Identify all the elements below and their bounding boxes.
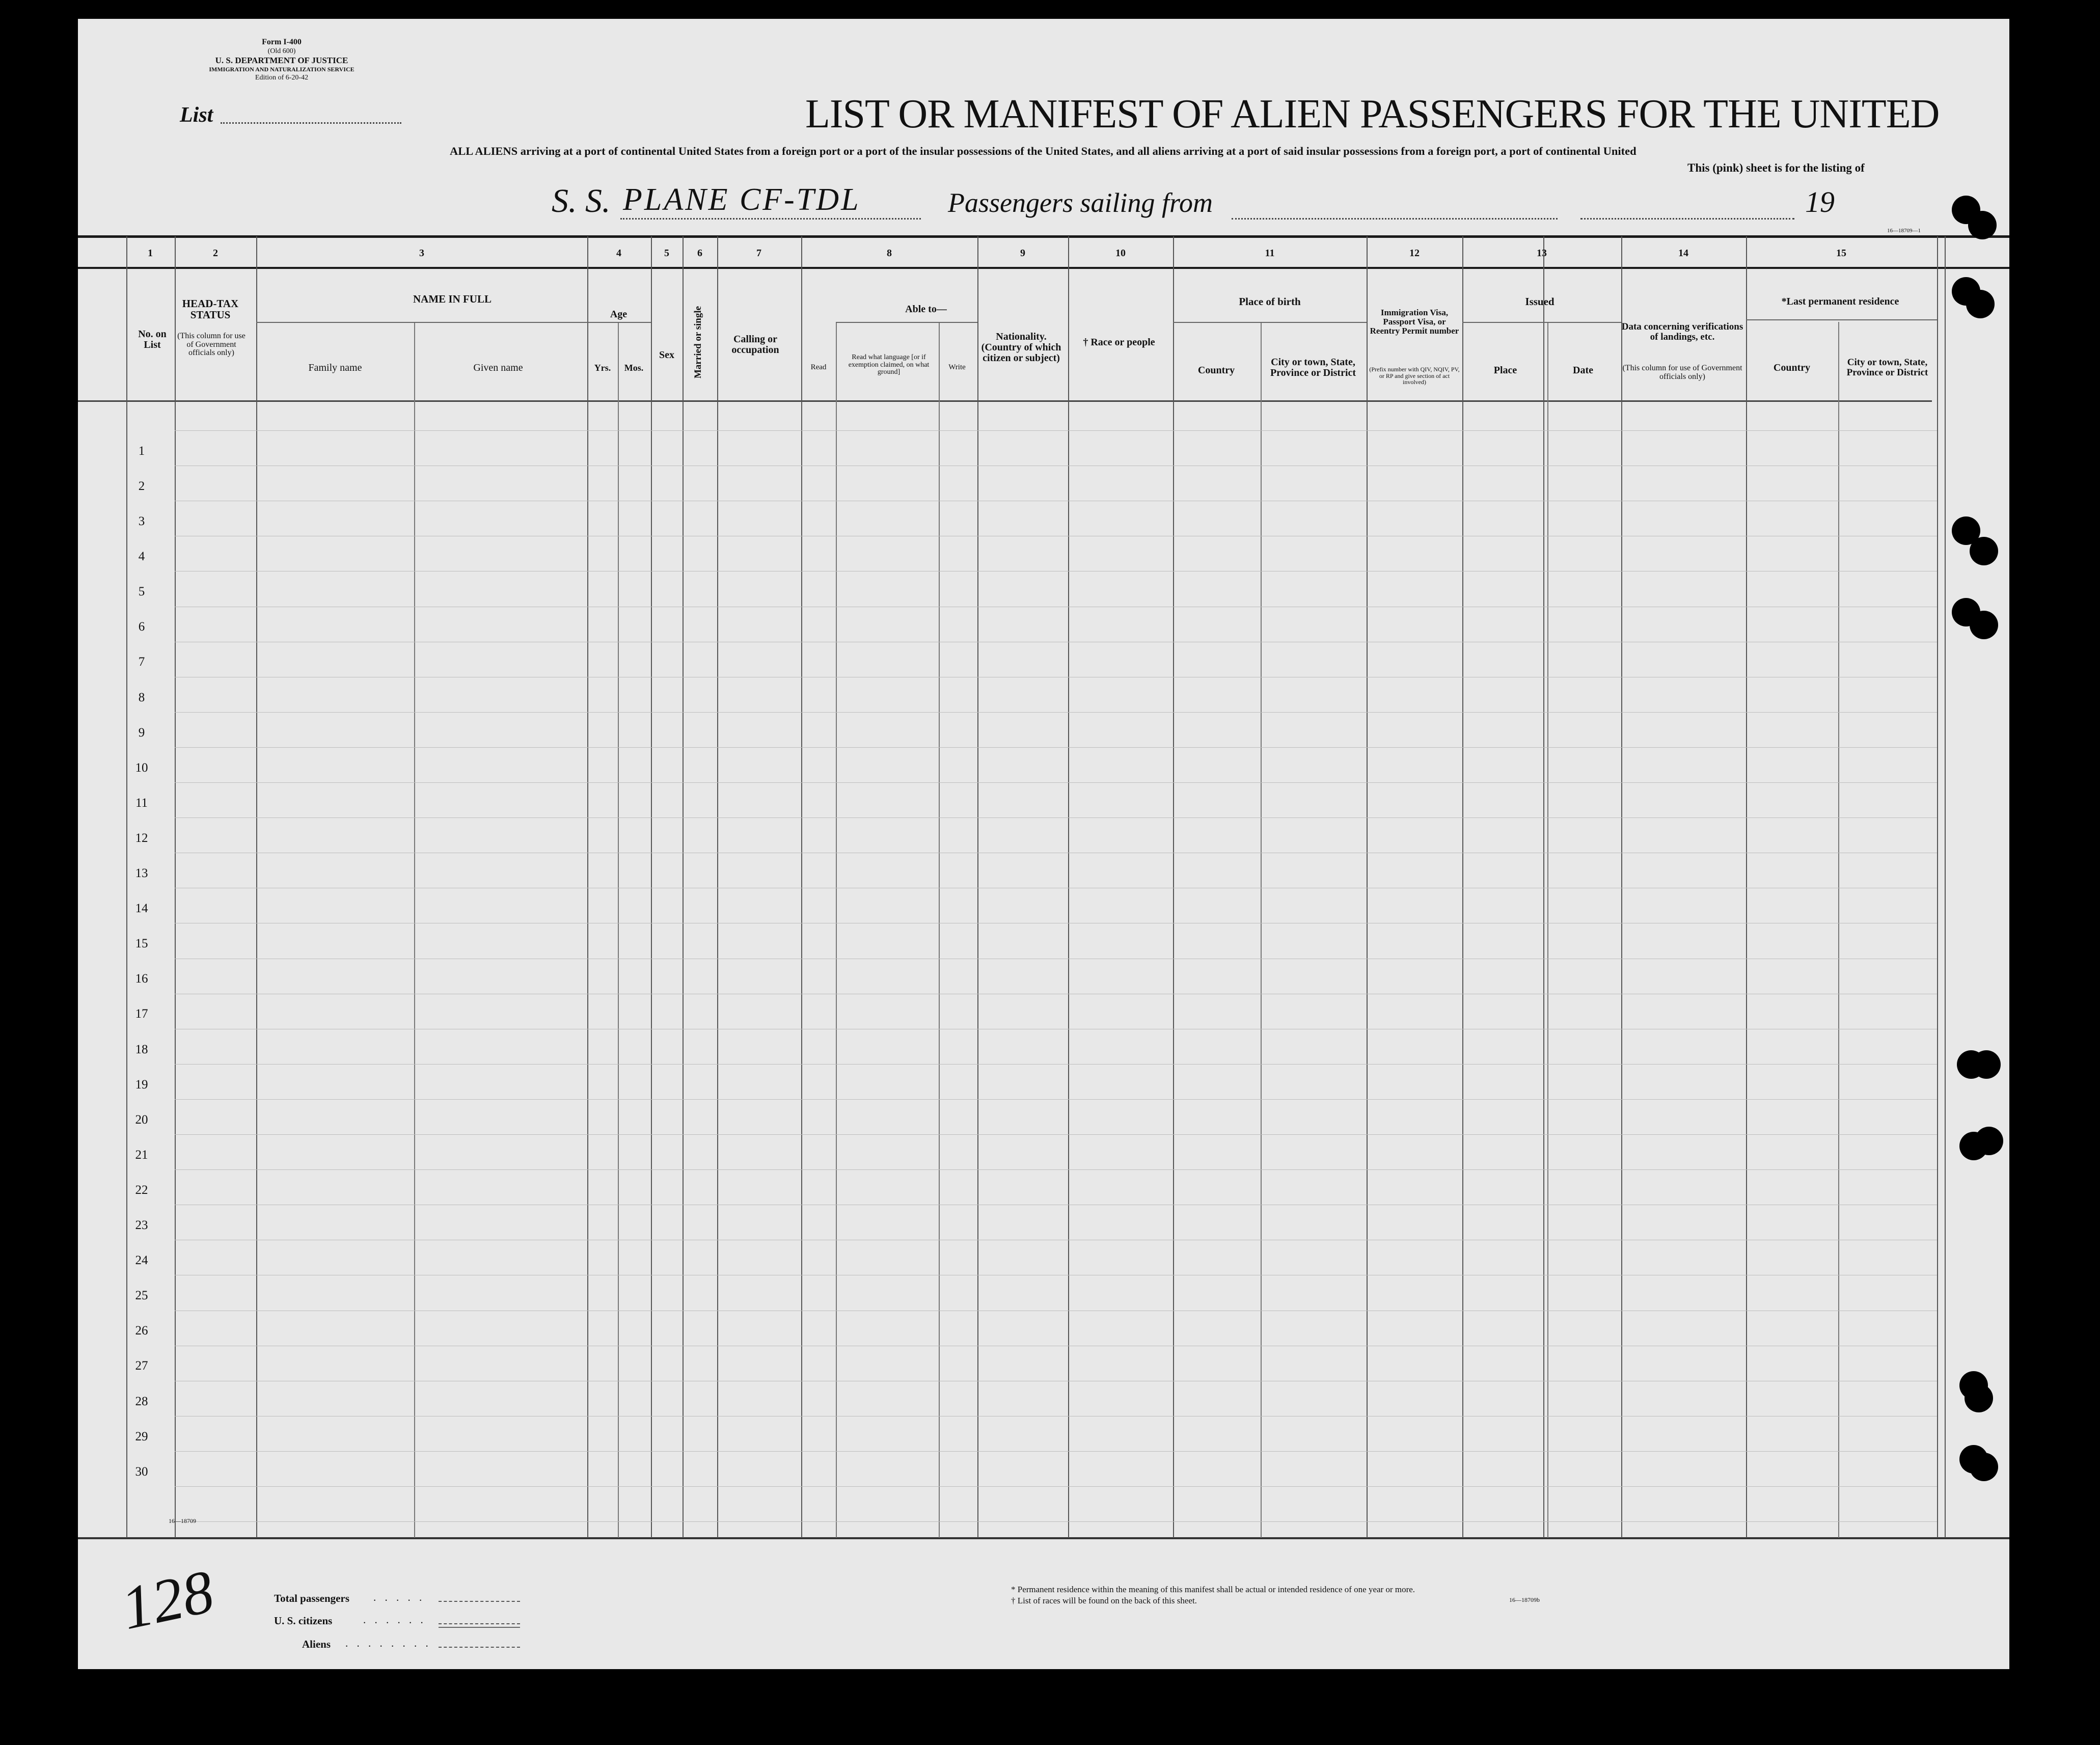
row-number: 17 [135, 1007, 148, 1021]
header-birth-city: City or town, State, Province or District [1270, 357, 1356, 378]
column-number: 9 [1020, 247, 1025, 259]
column-divider [1945, 236, 1946, 1538]
row-number: 21 [135, 1148, 148, 1162]
header-read: Read [810, 363, 827, 372]
header-yrs: Yrs. [594, 362, 611, 373]
column-number: 12 [1409, 247, 1420, 259]
header-name-in-full: NAME IN FULL [413, 292, 492, 305]
header-sex: Sex [659, 349, 674, 361]
punch-hole [1972, 1050, 2001, 1079]
row-number: 29 [135, 1429, 148, 1443]
row-rule [175, 1486, 1937, 1487]
header-place-of-birth: Place of birth [1239, 295, 1301, 308]
year-prefix: 19 [1805, 185, 1835, 219]
row-number: 20 [135, 1112, 148, 1127]
row-rule [175, 747, 1937, 748]
column-number: 5 [664, 247, 669, 259]
row-number: 26 [135, 1324, 148, 1338]
row-rule [175, 817, 1937, 818]
column-number: 13 [1537, 247, 1547, 259]
print-code-top: 16—18709—1 [1887, 228, 1921, 234]
row-rule [175, 1521, 1937, 1522]
date-blank[interactable] [1580, 218, 1794, 220]
column-divider [1068, 236, 1069, 1538]
subcolumn-divider [1261, 322, 1262, 1538]
column-divider [1746, 236, 1747, 1538]
row-number: 1 [138, 444, 145, 458]
header-head-tax: HEAD-TAX STATUS [182, 297, 239, 321]
column-number: 3 [419, 247, 424, 259]
column-divider [1621, 236, 1622, 1538]
row-number: 4 [138, 550, 145, 564]
subheader-rule-birth [1173, 322, 1367, 323]
table-bottom-rule [78, 1537, 2009, 1539]
column-number: 1 [148, 247, 153, 259]
row-rule [175, 1099, 1937, 1100]
row-rule [175, 1451, 1937, 1452]
header-calling: Calling or occupation [731, 334, 779, 356]
column-number: 14 [1678, 247, 1688, 259]
header-birth-country: Country [1197, 364, 1235, 376]
manifest-sheet [78, 19, 2009, 1669]
header-issued-date: Date [1573, 364, 1593, 376]
punch-hole [1975, 1127, 2003, 1155]
form-old-number: (Old 600) [267, 47, 296, 55]
column-number: 8 [887, 247, 892, 259]
row-number: 7 [138, 655, 145, 669]
instruction-line-2: This (pink) sheet is for the listing of [1687, 161, 1865, 174]
column-divider [717, 236, 718, 1538]
row-number: 3 [138, 514, 145, 529]
row-rule [175, 430, 1937, 431]
row-number: 13 [135, 866, 148, 881]
row-number: 27 [135, 1359, 148, 1373]
row-number: 16 [135, 972, 148, 986]
vessel-blank [620, 218, 921, 220]
header-no-on-list: No. on List [138, 329, 167, 350]
row-number: 5 [138, 585, 145, 599]
header-data-landings-note: (This column for use of Government officials only) [1622, 364, 1742, 381]
header-mos: Mos. [624, 362, 644, 373]
subheader-rule-issued [1462, 322, 1621, 323]
subcolumn-divider [939, 322, 940, 1538]
column-divider [175, 236, 176, 1538]
punch-hole [1970, 537, 1998, 565]
row-number: 24 [135, 1253, 148, 1268]
aliens-label: Aliens [302, 1638, 331, 1650]
row-number: 23 [135, 1218, 148, 1233]
subcolumn-divider [836, 322, 837, 1538]
note-races: † List of races will be found on the back of this sheet. [1011, 1596, 1197, 1605]
row-number: 19 [135, 1077, 148, 1092]
aliens-field[interactable] [439, 1647, 520, 1648]
print-code-left: 16—18709 [169, 1517, 196, 1524]
service-name: IMMIGRATION AND NATURALIZATION SERVICE [209, 66, 354, 73]
handwritten-count: 128 [116, 1557, 220, 1643]
row-number: 18 [135, 1042, 148, 1056]
header-issued-place: Place [1493, 364, 1517, 376]
row-number: 30 [135, 1464, 148, 1479]
subheader-rule-name [256, 322, 587, 323]
header-bottom-rule [78, 400, 1932, 402]
instruction-line-1: ALL ALIENS arriving at a port of continental United States from a foreign port or a port of the insular possessions of the United States, and all aliens arriving at a port of said insular possessions from a foreign port, a port of continental United [450, 145, 1637, 157]
header-issued: Issued [1525, 295, 1554, 308]
row-rule [175, 1064, 1937, 1065]
column-divider [256, 236, 257, 1538]
aliens-dots: . . . . . . . . [345, 1637, 431, 1649]
column-divider [587, 236, 588, 1538]
us-citizens-underline [439, 1627, 520, 1628]
row-number: 14 [135, 902, 148, 916]
punch-hole [1968, 211, 1997, 239]
row-number: 22 [135, 1183, 148, 1197]
column-number: 7 [756, 247, 761, 259]
column-number: 6 [697, 247, 702, 259]
row-rule [175, 1134, 1937, 1135]
header-write: Write [948, 363, 966, 372]
header-given-name: Given name [473, 362, 523, 373]
sailing-label: Passengers sailing from [948, 187, 1213, 218]
punch-hole [1966, 290, 1995, 318]
subheader-rule-residence [1746, 319, 1937, 320]
column-number: 10 [1115, 247, 1126, 259]
column-number: 4 [616, 247, 621, 259]
subcolumn-divider [618, 322, 619, 1538]
punch-hole [1965, 1384, 1993, 1412]
header-res-city: City or town, State, Province or District [1846, 357, 1928, 378]
vessel-prefix: S. S. [552, 182, 611, 220]
header-head-tax-note: (This column for use of Government officials only) [177, 331, 246, 358]
subcolumn-divider [414, 322, 415, 1538]
total-passengers-label: Total passengers [274, 1592, 349, 1604]
column-divider [1462, 236, 1463, 1538]
column-divider [683, 236, 684, 1538]
form-title: LIST OR MANIFEST OF ALIEN PASSENGERS FOR THE UNITED [805, 92, 1940, 137]
row-number: 25 [135, 1289, 148, 1303]
edition: Edition of 6-20-42 [255, 74, 309, 81]
form-number: Form I-400 [262, 38, 302, 46]
column-divider [1543, 236, 1544, 1538]
header-able-to: Able to— [905, 303, 947, 315]
header-number-rule [78, 267, 2009, 269]
header-visa: Immigration Visa, Passport Visa, or Reentry Permit number [1370, 308, 1459, 336]
column-divider [977, 236, 978, 1538]
header-visa-note: (Prefix number with QIV, NQIV, PV, or RP and give section of act involved) [1369, 366, 1460, 386]
column-divider [126, 236, 127, 1538]
us-citizens-field[interactable] [439, 1623, 520, 1624]
row-number: 10 [135, 760, 148, 775]
column-number: 15 [1836, 247, 1846, 259]
header-read-language: Read what language [or if exemption claimed, on what ground] [848, 353, 930, 376]
header-married-single-text: Married or single [693, 306, 704, 379]
row-rule [175, 1169, 1937, 1170]
list-label: List [180, 103, 213, 127]
header-race: † Race or people [1083, 336, 1155, 348]
total-passengers-dots: . . . . . [373, 1591, 425, 1603]
row-number: 9 [138, 725, 145, 740]
row-number: 8 [138, 690, 145, 704]
column-number: 2 [213, 247, 218, 259]
row-number: 15 [135, 937, 148, 951]
punch-hole [1970, 1453, 1998, 1481]
header-family-name: Family name [308, 362, 362, 373]
column-divider [651, 236, 652, 1538]
row-number: 11 [135, 796, 148, 810]
sailing-from-blank[interactable] [1232, 218, 1558, 220]
note-residence: * Permanent residence within the meaning of this manifest shall be actual or intended residence of one year or more. [1011, 1585, 1415, 1594]
row-rule [175, 712, 1937, 713]
header-age: Age [610, 308, 628, 320]
header-nationality: Nationality. (Country of which citizen or subject) [981, 331, 1061, 364]
vessel-name-handwritten[interactable]: PLANE CF-TDL [623, 182, 861, 217]
header-top-rule [78, 235, 2009, 238]
header-res-country: Country [1773, 362, 1811, 373]
row-number: 2 [138, 479, 145, 493]
subcolumn-divider [1547, 322, 1548, 1538]
column-divider [1173, 236, 1174, 1538]
department: U. S. DEPARTMENT OF JUSTICE [215, 56, 348, 65]
header-last-residence: *Last permanent residence [1781, 295, 1899, 307]
row-number: 12 [135, 831, 148, 845]
header-married-single [683, 284, 714, 401]
list-blank [221, 122, 401, 124]
column-number: 11 [1265, 247, 1275, 259]
row-number: 28 [135, 1394, 148, 1408]
us-citizens-label: U. S. citizens [274, 1615, 333, 1627]
column-divider [1937, 236, 1938, 1538]
subcolumn-divider [1838, 322, 1839, 1538]
us-citizens-dots: . . . . . . [363, 1614, 426, 1626]
row-number: 6 [138, 620, 145, 634]
print-code-right: 16—18709b [1509, 1596, 1540, 1603]
subheader-rule-able [836, 322, 977, 323]
column-divider [1367, 236, 1368, 1538]
total-passengers-field[interactable] [439, 1601, 520, 1602]
header-data-landings: Data concerning verifications of landings, etc. [1621, 321, 1743, 342]
column-divider [801, 236, 802, 1538]
row-rule [175, 782, 1937, 783]
punch-hole [1970, 611, 1998, 639]
